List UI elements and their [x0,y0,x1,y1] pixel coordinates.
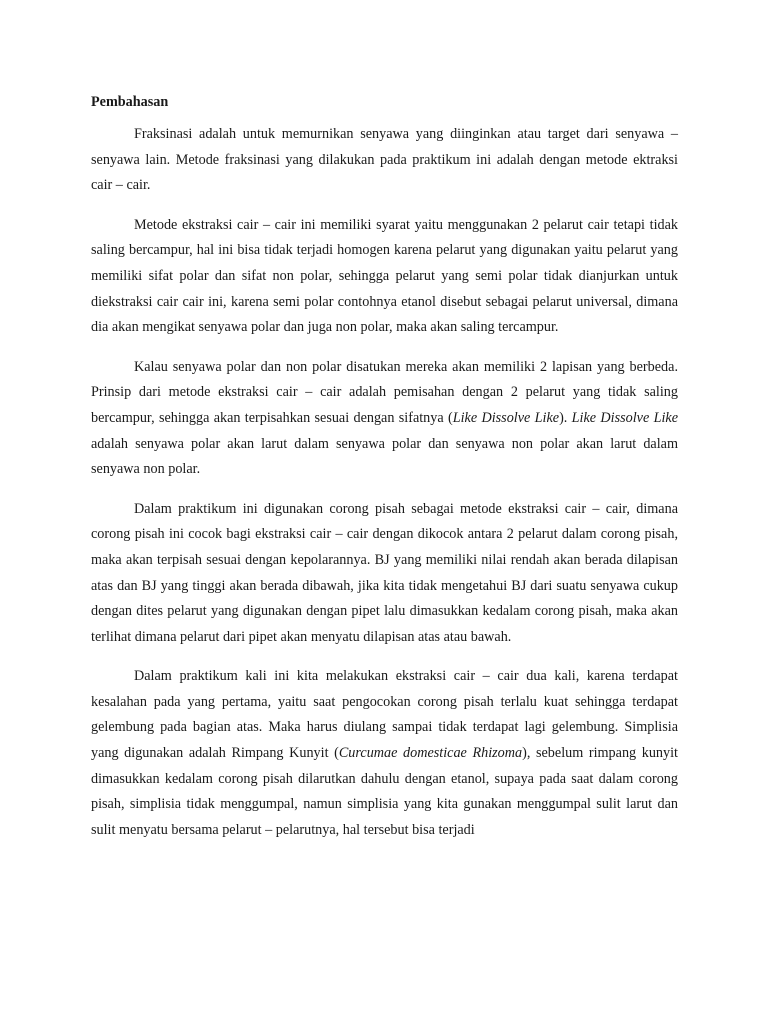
text-run: Kalau senyawa polar dan non polar disatukan mereka akan memiliki 2 lapisan yang berbeda. Prinsip dari metode ekstraksi cair – cair adalah pemisahan dengan 2 pelarut yang tidak saling bercampur, sehingga akan terpisahkan sesuai dengan sifatnya ( [91,358,678,426]
italic-text: Like Dissolve Like [571,409,678,426]
paragraph [91,355,678,483]
paragraph [91,664,678,843]
italic-text: Curcumae domesticae Rhizoma [338,745,523,762]
paragraph [91,497,678,651]
text-run: Dalam praktikum kali ini kita melakukan ekstraksi cair – cair dua kali, karena terdapat kesalahan pada yang pertama, yaitu saat pengocokan corong pisah terlalu kuat sehingga terdapat gelembung pada bagian atas. Maka harus diulang sampai tidak terdapat lagi gelembung. Simplisia yang digunakan adalah Rimpang Kunyit ( [91,668,678,762]
paragraph [91,213,678,341]
body-text [91,122,678,857]
text-run: ). [559,409,572,426]
text-run: adalah senyawa polar akan larut dalam senyawa polar dan senyawa non polar akan larut dalam senyawa non polar. [91,435,678,478]
section-heading: Pembahasan [91,94,169,110]
text-run: Metode ekstraksi cair – cair ini memiliki syarat yaitu menggunakan 2 pelarut cair tetapi tidak saling bercampur, hal ini bisa tidak terjadi homogen karena pelarut yang digunakan yaitu pelarut yang memiliki sifat polar dan sifat non polar, sehingga pelarut yang semi polar tidak dianjurkan untuk diekstraksi cair cair ini, karena semi polar contohnya etanol disebut sebagai pelarut universal, dimana dia akan mengikat senyawa polar dan juga non polar, maka akan saling tercampur. [91,216,678,336]
paragraph [91,122,678,199]
text-run: Dalam praktikum ini digunakan corong pisah sebagai metode ekstraksi cair – cair, dimana corong pisah ini cocok bagi ekstraksi cair – cair dengan dikocok antara 2 pelarut dalam corong pisah, maka akan terpisah sesuai dengan kepolarannya. BJ yang memiliki nilai rendah akan berada dilapisan atas dan BJ yang tinggi akan berada dibawah, jika kita tidak mengetahui BJ dari suatu senyawa cukup dengan dites pelarut yang digunakan dengan pipet lalu dimasukkan kedalam corong pisah, maka akan terlihat dimana pelarut dari pipet akan menyatu dilapisan atas atau bawah. [91,500,678,645]
text-run: Fraksinasi adalah untuk memurnikan senyawa yang diinginkan atau target dari senyawa – senyawa lain. Metode fraksinasi yang dilakukan pada praktikum ini adalah dengan metode ektraksi cair – cair. [91,126,678,194]
italic-text: Like Dissolve Like [452,409,560,426]
text-run: ), sebelum rimpang kunyit dimasukkan kedalam corong pisah dilarutkan dahulu dengan etanol, supaya pada saat dalam corong pisah, simplisia tidak menggumpal, namun simplisia yang kita gunakan menggumpal sulit larut dan sulit menyatu bersama pelarut – pelarutnya, hal tersebut bisa terjadi [91,745,678,838]
